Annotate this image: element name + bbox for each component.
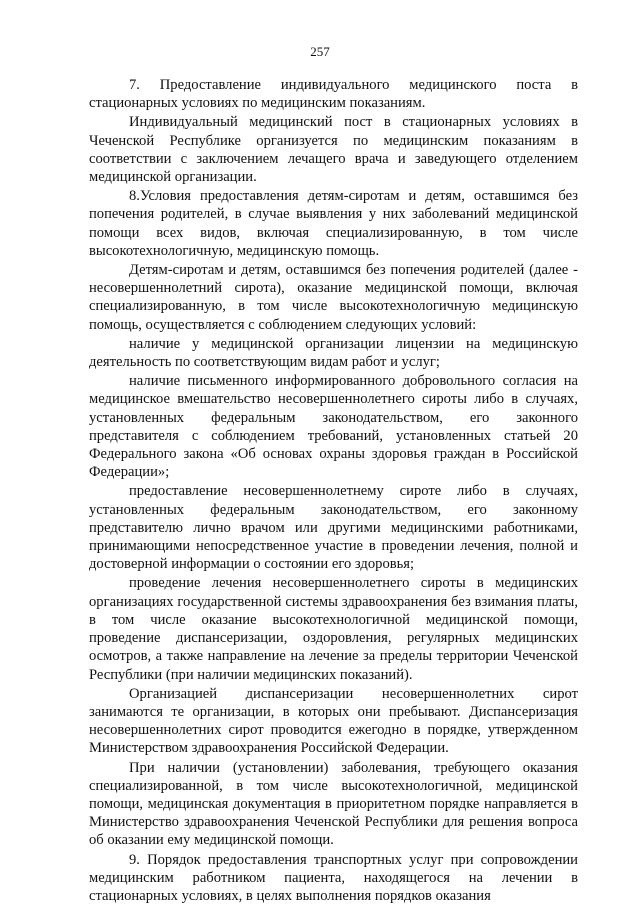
paragraph-section-9: 9. Порядок предоставления транспортных услуг при сопровождении медицинским работником пациента, находящегося на лечении в стационарных условиях, в целях выполнения порядков оказания [89,851,578,904]
paragraph-treatment: проведение лечения несовершеннолетнего сироты в медицинских организациях государственной системы здравоохранения без взимания платы, в том числе оказание высокотехнологичной медицинской помощи, проведение диспансеризации, оздоровления, регулярных медицинских осмотров, а также направление на лечение за пределы территории Чеченской Республики (при наличии медицинских показаний). [89,575,578,683]
paragraph-consent: наличие письменного информированного добровольного согласия на медицинское вмешательство несовершеннолетнего сироты либо в случаях, установленных федеральным законодательством, его законного представителя с соблюдением требований, установленных статьей 20 Федерального закона «Об основах охраны здоровья граждан в Российской Федерации»; [89,373,578,481]
paragraph-dispensarization: Организацией диспансеризации несовершеннолетних сирот занимаются те организации, в которых они пребывают. Диспансеризация несовершеннолетних сирот проводится ежегодно в порядке, утвержденном Министерством здравоохранения Российской Федерации. [89,685,578,757]
paragraph-individual-post: Индивидуальный медицинский пост в стационарных условиях в Чеченской Республике организуется по медицинским показаниям в соответствии с заключением лечащего врача и заведующего отделением медицинской организации. [89,114,578,186]
paragraph-section-8: 8.Условия предоставления детям-сиротам и детям, оставшимся без попечения родителей, в случае выявления у них заболеваний медицинской помощи всех видов, включая специализированную, в том числе высокотехнологичную, медицинскую помощь. [89,188,578,259]
page-number: 257 [310,44,330,59]
document-body [89,76,578,905]
paragraph-section-7: 7. Предоставление индивидуального медицинского поста в стационарных условиях по медицинским показаниям. [89,77,578,112]
paragraph-information: предоставление несовершеннолетнему сироте либо в случаях, установленных федеральным законодательством, его законному представителю лично врачом или другими медицинскими работниками, принимающими непосредственное участие в проведении лечения, полной и достоверной информации о состоянии его здоровья; [89,483,578,573]
paragraph-license: наличие у медицинской организации лицензии на медицинскую деятельность по соответствующим видам работ и услуг; [89,335,578,371]
paragraph-specialized-care: При наличии (установлении) заболевания, требующего оказания специализированной, в том числе высокотехнологичной, медицинской помощи, медицинская документация в приоритетном порядке направляется в Министерство здравоохранения Чеченской Республики для решения вопроса об оказании ему медицинской помощи. [89,759,578,849]
paragraph-orphans-conditions: Детям-сиротам и детям, оставшимся без попечения родителей (далее - несовершеннолетний сирота), оказание медицинской помощи, включая специализированную, в том числе высокотехнологичную медицинскую помощь, осуществляется с соблюдением следующих условий: [89,262,578,333]
